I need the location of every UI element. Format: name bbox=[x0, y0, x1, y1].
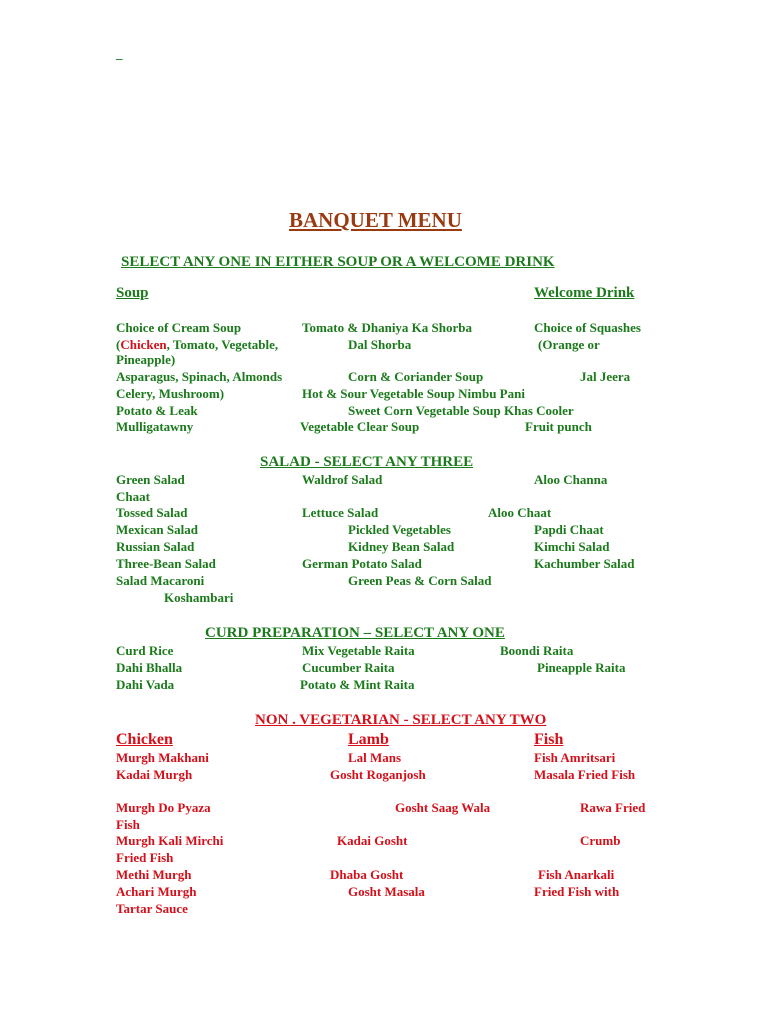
list-item: Dal Shorba bbox=[348, 337, 412, 352]
list-item: Fish Amritsari bbox=[534, 750, 616, 765]
list-item: Kachumber Salad bbox=[534, 556, 635, 571]
list-item: Tossed Salad bbox=[116, 505, 188, 520]
top-mark: _ bbox=[116, 46, 123, 61]
list-item-rest: , Tomato, Vegetable, bbox=[166, 337, 279, 352]
list-item: Kidney Bean Salad bbox=[348, 539, 455, 554]
nonveg-heading: NON . VEGETARIAN - SELECT ANY TWO bbox=[255, 712, 547, 728]
list-item bbox=[116, 337, 278, 353]
list-item: German Potato Salad bbox=[302, 556, 422, 571]
list-item: Dahi Bhalla bbox=[116, 660, 183, 675]
list-item: Hot & Sour Vegetable Soup Nimbu Pani bbox=[302, 386, 525, 401]
list-item: Fish bbox=[116, 817, 140, 832]
list-item: Kadai Murgh bbox=[116, 767, 193, 782]
list-item: Dahi Vada bbox=[116, 677, 175, 692]
list-item: Cucumber Raita bbox=[302, 660, 395, 675]
list-item: Fried Fish with bbox=[534, 884, 620, 899]
soup-drink-heading: SELECT ANY ONE IN EITHER SOUP OR A WELCOME DRINK bbox=[121, 254, 555, 270]
list-item: Fried Fish bbox=[116, 850, 174, 865]
list-item: Celery, Mushroom) bbox=[116, 386, 225, 401]
list-item: Green Peas & Corn Salad bbox=[348, 573, 492, 588]
list-item: Masala Fried Fish bbox=[534, 767, 636, 782]
list-item: Methi Murgh bbox=[116, 867, 192, 882]
list-item: Potato & Mint Raita bbox=[300, 677, 415, 692]
salad-heading: SALAD - SELECT ANY THREE bbox=[260, 454, 474, 470]
list-item: Papdi Chaat bbox=[534, 522, 604, 537]
list-item: Mexican Salad bbox=[116, 522, 198, 537]
lamb-col-heading: Lamb bbox=[348, 731, 389, 748]
page-title: BANQUET MENU bbox=[289, 208, 462, 232]
list-item: Murgh Kali Mirchi bbox=[116, 833, 224, 848]
list-item: Pickled Vegetables bbox=[348, 522, 451, 537]
list-item: Three-Bean Salad bbox=[116, 556, 216, 571]
list-item: Boondi Raita bbox=[500, 643, 574, 658]
paren-open: ( bbox=[116, 337, 121, 352]
list-item: Gosht Masala bbox=[348, 884, 425, 899]
list-item: Asparagus, Spinach, Almonds bbox=[116, 369, 283, 384]
list-item: Waldrof Salad bbox=[302, 472, 383, 487]
list-item: Tartar Sauce bbox=[116, 901, 188, 916]
list-item: Aloo Chaat bbox=[488, 505, 552, 520]
list-item: Tomato & Dhaniya Ka Shorba bbox=[302, 320, 472, 335]
list-item: Lal Mans bbox=[348, 750, 402, 765]
fish-col-heading: Fish bbox=[534, 731, 564, 748]
chicken-col-heading: Chicken bbox=[116, 731, 173, 748]
list-item: Choice of Squashes bbox=[534, 320, 641, 335]
list-item: Chaat bbox=[116, 489, 150, 504]
list-item: Salad Macaroni bbox=[116, 573, 205, 588]
list-item: Crumb bbox=[580, 833, 621, 848]
list-item: Vegetable Clear Soup bbox=[300, 419, 420, 434]
list-item: Pineapple) bbox=[116, 352, 176, 367]
soup-label: Soup bbox=[116, 285, 149, 301]
list-item: Murgh Do Pyaza bbox=[116, 800, 211, 815]
list-item: Sweet Corn Vegetable Soup Khas Cooler bbox=[348, 403, 574, 418]
list-item: Achari Murgh bbox=[116, 884, 197, 899]
list-item: Jal Jeera bbox=[580, 369, 631, 384]
list-item: Russian Salad bbox=[116, 539, 195, 554]
list-item: Choice of Cream Soup bbox=[116, 320, 242, 335]
welcome-drink-label: Welcome Drink bbox=[534, 285, 635, 301]
list-item: Curd Rice bbox=[116, 643, 174, 658]
list-item: Rawa Fried bbox=[580, 800, 646, 815]
chicken-highlight: Chicken bbox=[120, 337, 167, 352]
list-item: Dhaba Gosht bbox=[330, 867, 404, 882]
list-item: Gosht Roganjosh bbox=[330, 767, 426, 782]
list-item: Koshambari bbox=[164, 590, 234, 605]
list-item: (Orange or bbox=[538, 337, 600, 352]
list-item: Murgh Makhani bbox=[116, 750, 209, 765]
list-item: Aloo Channa bbox=[534, 472, 608, 487]
list-item: Mix Vegetable Raita bbox=[302, 643, 415, 658]
list-item: Pineapple Raita bbox=[537, 660, 626, 675]
list-item: Mulligatawny bbox=[116, 419, 194, 434]
curd-heading: CURD PREPARATION – SELECT ANY ONE bbox=[205, 625, 505, 641]
list-item: Corn & Coriander Soup bbox=[348, 369, 484, 384]
list-item: Fruit punch bbox=[525, 419, 592, 434]
list-item: Lettuce Salad bbox=[302, 505, 379, 520]
list-item: Kadai Gosht bbox=[337, 833, 408, 848]
list-item: Potato & Leak bbox=[116, 403, 198, 418]
list-item: Fish Anarkali bbox=[538, 867, 615, 882]
list-item: Green Salad bbox=[116, 472, 185, 487]
list-item: Gosht Saag Wala bbox=[395, 800, 491, 815]
list-item: Kimchi Salad bbox=[534, 539, 610, 554]
